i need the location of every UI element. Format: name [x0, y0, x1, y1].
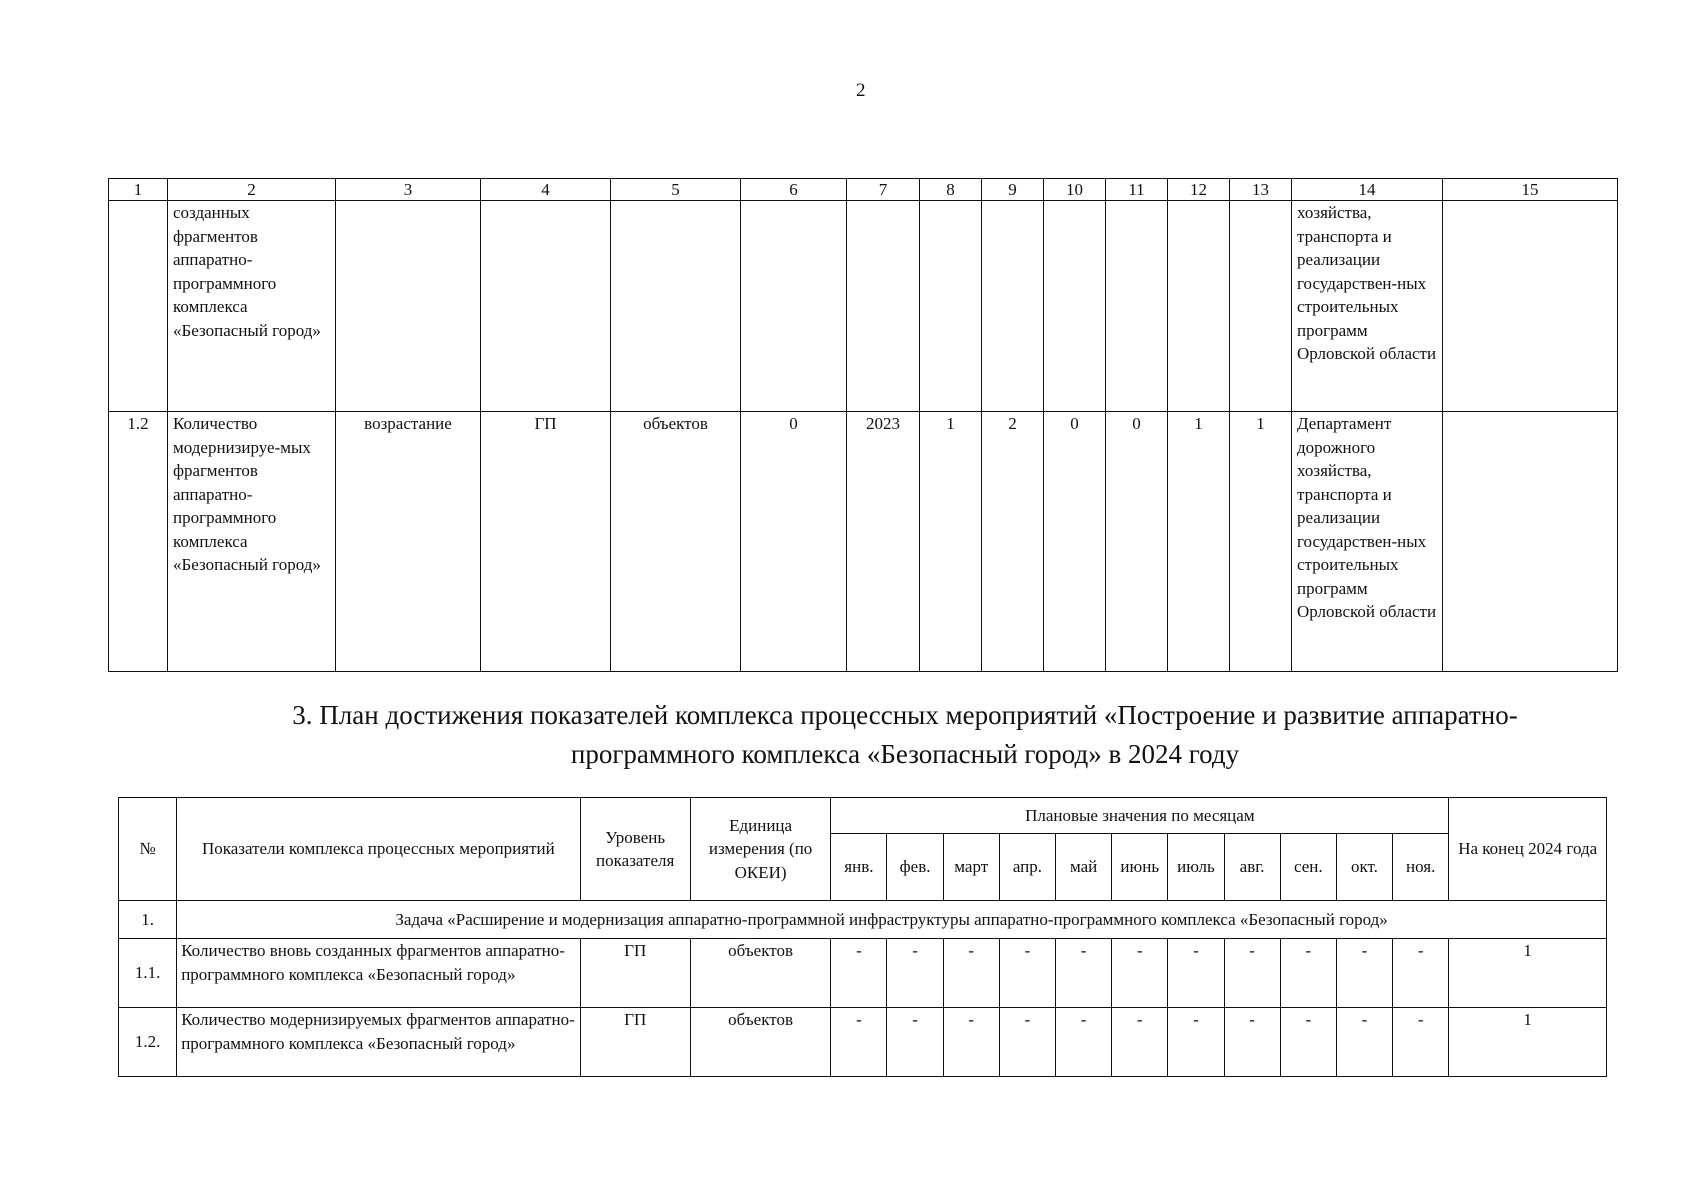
month-value: -: [1112, 939, 1168, 1008]
table-cell: [982, 201, 1044, 412]
table-cell: [336, 201, 481, 412]
indicator-level: ГП: [481, 412, 611, 672]
month-value: -: [1336, 939, 1392, 1008]
indicator-level: ГП: [580, 1008, 690, 1077]
table-cell: 0: [1044, 412, 1106, 672]
table-cell: 1: [1230, 412, 1292, 672]
task-number: 1.: [119, 901, 177, 939]
column-number: 15: [1443, 179, 1618, 201]
column-number: 6: [741, 179, 847, 201]
month-value: -: [1112, 1008, 1168, 1077]
column-number: 9: [982, 179, 1044, 201]
table-cell: [1443, 412, 1618, 672]
table-cell: [847, 201, 920, 412]
table-cell: 2023: [847, 412, 920, 672]
month-header: окт.: [1336, 834, 1392, 901]
table-row: [119, 939, 1607, 1008]
month-value: -: [1168, 939, 1224, 1008]
column-number: 1: [109, 179, 168, 201]
table-cell: [611, 201, 741, 412]
month-value: -: [999, 1008, 1055, 1077]
indicator-name: Количество модернизируе-мых фрагментов аппаратно-программного комплекса «Безопасный город»: [168, 412, 336, 672]
column-number: 8: [920, 179, 982, 201]
month-header: апр.: [999, 834, 1055, 901]
table-cell: 0: [1106, 412, 1168, 672]
header-indicators: Показатели комплекса процессных мероприятий: [177, 798, 580, 901]
unit-of-measure: объектов: [690, 1008, 830, 1077]
month-header: ноя.: [1393, 834, 1449, 901]
year-end-value: 1: [1449, 939, 1607, 1008]
task-row: [119, 901, 1607, 939]
table-cell: [1044, 201, 1106, 412]
table-cell: [109, 201, 168, 412]
table-row: [109, 201, 1618, 412]
column-number: 12: [1168, 179, 1230, 201]
month-value: -: [1393, 939, 1449, 1008]
responsible-department: хозяйства, транспорта и реализации государствен-ных строительных программ Орловской области: [1292, 201, 1443, 412]
month-value: -: [1056, 1008, 1112, 1077]
month-value: -: [1168, 1008, 1224, 1077]
table-cell: [1168, 201, 1230, 412]
column-number: 14: [1292, 179, 1443, 201]
table-cell: [1443, 201, 1618, 412]
column-number: 7: [847, 179, 920, 201]
month-value: -: [1224, 939, 1280, 1008]
table-cell: [741, 201, 847, 412]
indicator-trend: возрастание: [336, 412, 481, 672]
table-row: [109, 412, 1618, 672]
table-cell: [1230, 201, 1292, 412]
month-value: -: [887, 939, 943, 1008]
month-value: -: [1393, 1008, 1449, 1077]
month-value: -: [887, 1008, 943, 1077]
month-value: -: [1336, 1008, 1392, 1077]
task-text: Задача «Расширение и модернизация аппаратно-программной инфраструктуры аппаратно-программного комплекса «Безопасный город»: [177, 901, 1607, 939]
table-cell: 1: [920, 412, 982, 672]
table-row: [119, 1008, 1607, 1077]
table-cell: 1: [1168, 412, 1230, 672]
section-title: 3. План достижения показателей комплекса процессных мероприятий «Построение и развитие аппаратно-программного комплекса «Безопасный город» в 2024 году: [292, 700, 1518, 769]
month-value: -: [1224, 1008, 1280, 1077]
month-value: -: [1056, 939, 1112, 1008]
column-number: 2: [168, 179, 336, 201]
month-header: июль: [1168, 834, 1224, 901]
header-number: №: [119, 798, 177, 901]
column-number: 13: [1230, 179, 1292, 201]
indicator-name: Количество вновь созданных фрагментов аппаратно-программного комплекса «Безопасный город»: [177, 939, 580, 1008]
row-number: 1.2: [109, 412, 168, 672]
table-cell: [481, 201, 611, 412]
unit-of-measure: объектов: [690, 939, 830, 1008]
month-header: сен.: [1280, 834, 1336, 901]
responsible-department: Департамент дорожного хозяйства, транспорта и реализации государствен-ных строительных программ Орловской области: [1292, 412, 1443, 672]
month-value: -: [1280, 1008, 1336, 1077]
column-number: 5: [611, 179, 741, 201]
table-cell: [920, 201, 982, 412]
column-number: 4: [481, 179, 611, 201]
table-cell: 0: [741, 412, 847, 672]
month-value: -: [831, 939, 887, 1008]
column-number: 10: [1044, 179, 1106, 201]
column-number-row: [109, 179, 1618, 201]
monthly-plan-table: [118, 797, 1607, 1077]
header-planned-values: Плановые значения по месяцам: [831, 798, 1449, 834]
column-number: 11: [1106, 179, 1168, 201]
table-cell: [1106, 201, 1168, 412]
month-value: -: [831, 1008, 887, 1077]
header-unit: Единица измерения (по ОКЕИ): [690, 798, 830, 901]
header-row: [119, 798, 1607, 834]
month-header: янв.: [831, 834, 887, 901]
month-value: -: [943, 939, 999, 1008]
indicator-name: Количество модернизируемых фрагментов аппаратно-программного комплекса «Безопасный город»: [177, 1008, 580, 1077]
month-header: июнь: [1112, 834, 1168, 901]
month-header: фев.: [887, 834, 943, 901]
indicators-table-continuation: [108, 178, 1618, 672]
page-number: 2: [856, 80, 866, 101]
table-cell: 2: [982, 412, 1044, 672]
row-number: 1.1.: [119, 939, 177, 1008]
header-level: Уровень показателя: [580, 798, 690, 901]
month-header: май: [1056, 834, 1112, 901]
month-header: март: [943, 834, 999, 901]
month-value: -: [1280, 939, 1336, 1008]
month-value: -: [943, 1008, 999, 1077]
month-header: авг.: [1224, 834, 1280, 901]
header-year-end: На конец 2024 года: [1449, 798, 1607, 901]
indicator-name: созданных фрагментов аппаратно-программного комплекса «Безопасный город»: [168, 201, 336, 412]
indicator-level: ГП: [580, 939, 690, 1008]
column-number: 3: [336, 179, 481, 201]
month-value: -: [999, 939, 1055, 1008]
row-number: 1.2.: [119, 1008, 177, 1077]
year-end-value: 1: [1449, 1008, 1607, 1077]
unit-of-measure: объектов: [611, 412, 741, 672]
